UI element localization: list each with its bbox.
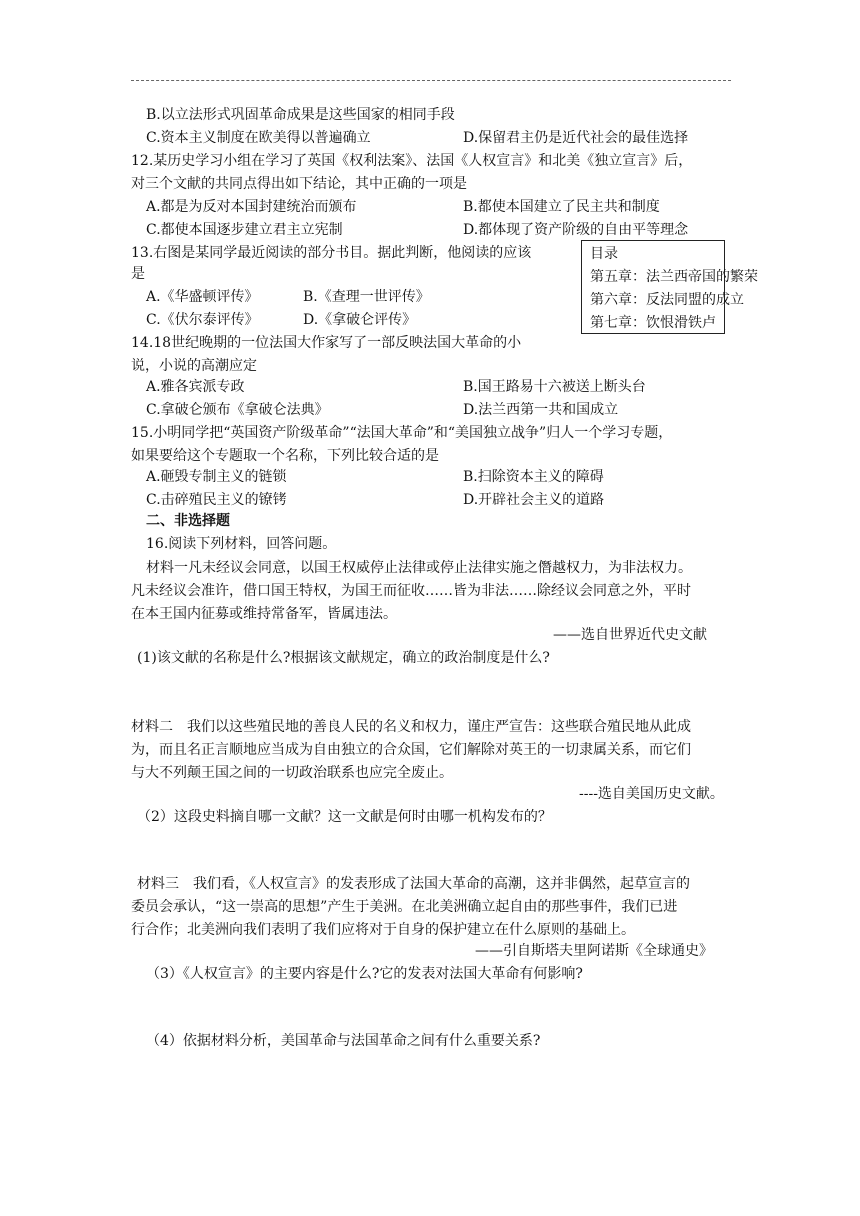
section-heading: 二、非选择题: [146, 513, 230, 529]
header-rule: [131, 80, 731, 81]
material2-line2: 为，而且名正言顺地应当成为自由独立的合众国，它们解除对英王的一切隶属关系，而它们: [131, 742, 691, 758]
q15-option-a: A.砸毁专制主义的链锁: [146, 469, 287, 485]
material1-line3: 在本王国内征募或维持常备军，皆属违法。: [131, 606, 397, 622]
q15-stem-line1: 15.小明同学把“英国资产阶级革命”“法国大革命”和“美国独立战争”归人一个学习专题，: [131, 425, 673, 441]
q13-option-d: D.《拿破仑评传》: [303, 312, 417, 328]
toc-item: 第六章：反法同盟的成立: [590, 292, 744, 308]
q15-option-b: B.扫除资本主义的障碍: [463, 469, 604, 485]
q12-stem-line2: 对三个文献的共同点得出如下结论，其中正确的一项是: [131, 176, 467, 192]
q14-option-c: C.拿破仑颁布《拿破仑法典》: [146, 402, 329, 418]
material3-line2: 委员会承认，“这一崇高的思想”产生于美洲。在北美洲确立起自由的那些事件，我们已进: [131, 899, 678, 915]
q13-option-a: A.《华盛顿评传》: [146, 289, 259, 305]
q14-option-b: B.国王路易十六被送上断头台: [463, 379, 646, 395]
subquestion-3: （3）《人权宣言》的主要内容是什么?它的发表对法国大革命有何影响?: [146, 966, 583, 982]
q15-option-c: C.击碎殖民主义的镣铐: [146, 492, 287, 508]
q12-option-a: A.都是为反对本国封建统治而颁布: [146, 199, 357, 215]
q13-stem-line1: 13.右图是某同学最近阅读的部分书目。据此判断，他阅读的应该: [131, 245, 532, 261]
subquestion-2: （2）这段史料摘自哪一文献？这一文献是何时由哪一机构发布的？: [137, 809, 552, 825]
material2-source: ----选自美国历史文献。: [579, 786, 724, 802]
toc-title: 目录: [590, 246, 618, 262]
subquestion-1: (1)该文献的名称是什么?根据该文献规定，确立的政治制度是什么?: [137, 650, 550, 666]
toc-item: 第五章：法兰西帝国的繁荣: [590, 269, 758, 285]
q11-option-c: C.资本主义制度在欧美得以普遍确立: [146, 130, 371, 146]
q13-option-c: C.《伏尔泰评传》: [146, 312, 259, 328]
material2-line1: 材料二 我们以这些殖民地的善良人民的名义和权力，谨庄严宣告：这些联合殖民地从此成: [131, 719, 691, 735]
q14-option-a: A.雅各宾派专政: [146, 379, 245, 395]
material1-line2: 凡未经议会准许，借口国王特权，为国王而征收……皆为非法……除经议会同意之外，平时: [131, 583, 691, 599]
q14-stem-line1: 14.18世纪晚期的一位法国大作家写了一部反映法国大革命的小: [131, 335, 522, 351]
q15-option-d: D.开辟社会主义的道路: [463, 492, 605, 508]
q14-stem-line2: 说，小说的高潮应定: [131, 358, 257, 374]
q12-option-c: C.都使本国逐步建立君主立宪制: [146, 222, 343, 238]
material1-line1: 材料一凡未经议会同意，以国王权威停止法律或停止法律实施之僭越权力，为非法权力。: [146, 560, 692, 576]
material3-source: ——引自斯塔夫里阿诺斯《全球通史》: [475, 943, 713, 959]
toc-item: 第七章：饮恨滑铁卢: [590, 315, 716, 331]
q13-option-b: B.《查理一世评传》: [303, 289, 430, 305]
material3-line1: 材料三 我们看，《人权宣言》的发表形成了法国大革命的高潮，这并非偶然，起草宣言的: [137, 876, 690, 892]
material1-source: ——选自世界近代史文献: [553, 627, 707, 643]
q13-stem-line2: 是: [131, 266, 145, 282]
q11-option-b: B.以立法形式巩固革命成果是这些国家的相同手段: [146, 107, 455, 123]
subquestion-4: （4）依据材料分析，美国革命与法国革命之间有什么重要关系?: [146, 1033, 541, 1049]
material3-line3: 行合作；北美洲向我们表明了我们应将对于自身的保护建立在什么原则的基础上。: [131, 922, 635, 938]
q15-stem-line2: 如果要给这个专题取一个名称，下列比较合适的是: [131, 448, 439, 464]
q14-option-d: D.法兰西第一共和国成立: [463, 402, 619, 418]
q16-stem: 16.阅读下列材料，回答问题。: [146, 536, 337, 552]
q11-option-d: D.保留君主仍是近代社会的最佳选择: [463, 130, 689, 146]
q12-option-b: B.都使本国建立了民主共和制度: [463, 199, 660, 215]
q12-option-d: D.都体现了资产阶级的自由平等理念: [463, 222, 689, 238]
material2-line3: 与大不列颠王国之间的一切政治联系也应完全废止。: [131, 765, 453, 781]
q12-stem-line1: 12.某历史学习小组在学习了英国《权利法案》、法国《人权宣言》和北美《独立宣言》后，: [131, 153, 693, 169]
toc-box: [581, 240, 758, 334]
